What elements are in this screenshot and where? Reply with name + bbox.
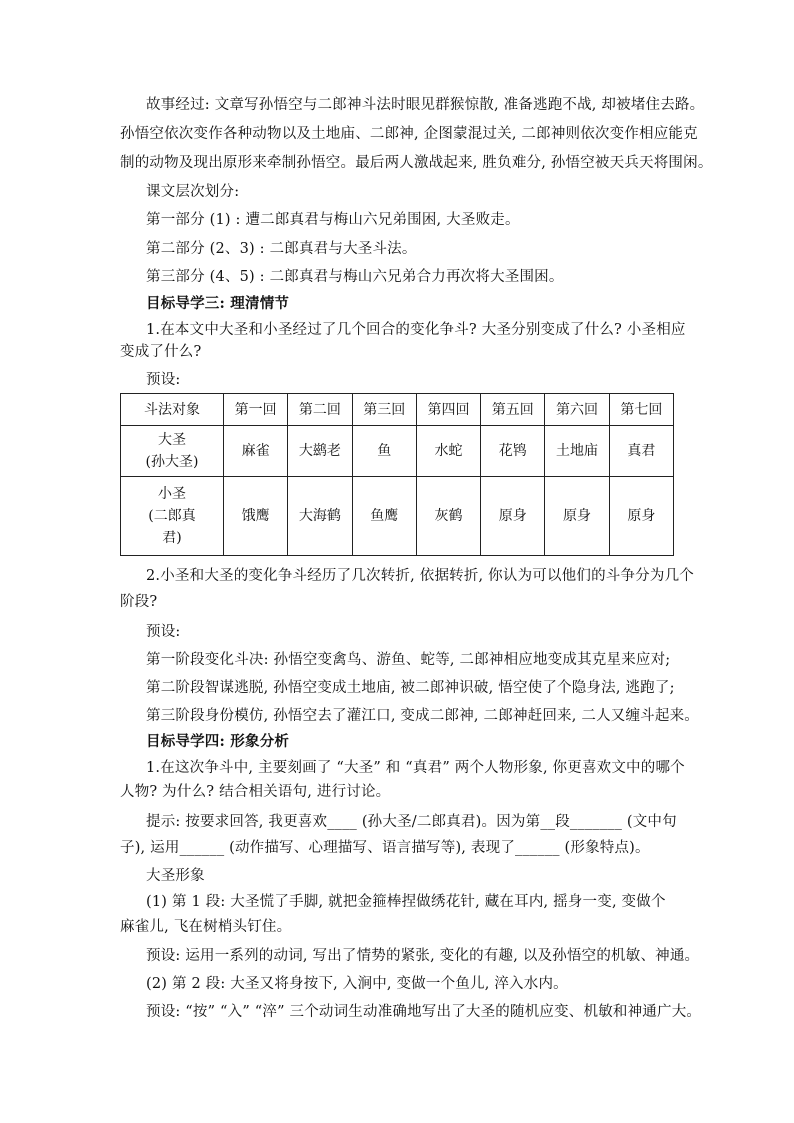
item1-line1: (1) 第 1 段: 大圣慌了手脚, 就把金箍棒捏做绣花针, 藏在耳内, 摇身一变, 变做个 [146,894,666,910]
table-header-cell: 第七回 [609,394,673,426]
table-row-dasheng [121,426,674,477]
preset-b: 预设: “按” “入” “淬” 三个动词生动准确地写出了大圣的随机应变、机敏和神通广大。 [146,1004,702,1020]
goal3-preset-label: 预设: [146,372,181,388]
goal4-question1-line1: 1.在这次争斗中, 主要刻画了 “大圣” 和 “真君” 两个人物形象, 你更喜欢文中的哪个 [146,760,685,776]
goal3-question2-line1: 2.小圣和大圣的变化争斗经历了几次转折, 依据转折, 你认为可以他们的斗争分为几个 [146,568,694,584]
table-cell: 花鸨 [481,426,545,477]
goal3-heading: 目标导学三: 理清情节 [146,295,290,312]
item2: (2) 第 2 段: 大圣又将身按下, 入涧中, 变做一个鱼儿, 淬入水内。 [146,976,568,992]
row-label-dasheng [121,426,224,477]
preset-a: 预设: 运用一系列的动词, 写出了情势的紧张, 变化的有趣, 以及孙悟空的机敏、神通。 [146,948,700,964]
table-cell: 原身 [609,477,673,556]
stage-1: 第一阶段变化斗决: 孙悟空变禽鸟、游鱼、蛇等, 二郎神相应地变成其克星来应对; [146,652,671,668]
table-header-cell: 第六回 [545,394,609,426]
table-cell: 灰鹤 [416,477,480,556]
table-cell: 原身 [545,477,609,556]
story-paragraph-line-2: 孙悟空依次变作各种动物以及土地庙、二郎神, 企图蒙混过关, 二郎神则依次变作相应能克 [120,126,698,142]
structure-title: 课文层次划分: [146,184,240,200]
table-cell: 原身 [481,477,545,556]
goal3-preset2-label: 预设: [146,624,181,640]
table-cell: 鱼鹰 [352,477,416,556]
table-header-cell: 第二回 [288,394,352,426]
table-cell: 水蛇 [416,426,480,477]
table-cell: 大鹚老 [288,426,352,477]
table-cell: 大海鹤 [288,477,352,556]
stage-2: 第二阶段智谋逃脱, 孙悟空变成土地庙, 被二郎神识破, 悟空使了个隐身法, 逃跑了; [146,680,675,696]
goal3-question1-line2: 变成了什么? [120,344,202,360]
row-label-line: 君) [162,530,182,546]
row-label-line: 大圣 [158,432,186,448]
goal3-question2-line2: 阶段? [120,594,158,610]
goal3-question1-line1: 1.在本文中大圣和小圣经过了几个回合的变化争斗? 大圣分别变成了什么? 小圣相应 [146,322,686,338]
story-paragraph-line-1: 故事经过: 文章写孙悟空与二郎神斗法时眼见群猴惊散, 准备逃跑不战, 却被堵住去路。 [146,97,705,113]
table-cell: 真君 [609,426,673,477]
table-cell: 麻雀 [224,426,288,477]
table-header-cell: 斗法对象 [121,394,224,426]
goal4-hint-line1: 提示: 按要求回答, 我更喜欢____ (孙大圣/二郎真君)。因为第__段_______ (文中句 [146,814,677,830]
table-cell: 饿鹰 [224,477,288,556]
dasheng-image-title: 大圣形象 [146,868,205,884]
table-row-xiaosheng [121,477,674,556]
goal4-hint-line2: 子), 运用______ (动作描写、心理描写、语言描写等), 表现了______ (形象特点)。 [120,840,650,856]
row-label-line: 小圣 [158,486,186,502]
table-header-cell: 第五回 [481,394,545,426]
item1-line2: 麻雀儿, 飞在树梢头钉住。 [120,919,292,935]
table-header-cell: 第三回 [352,394,416,426]
stage-3: 第三阶段身份模仿, 孙悟空去了灌江口, 变成二郎神, 二郎神赶回来, 二人又缠斗起来。 [146,708,699,724]
battle-table [120,393,674,556]
table-cell: 鱼 [352,426,416,477]
row-label-line: (二郎真 [148,508,196,524]
table-header-row [121,394,674,426]
row-label-line: (孙大圣) [145,454,199,470]
goal4-heading: 目标导学四: 形象分析 [146,733,290,750]
story-paragraph-line-3: 制的动物及现出原形来牵制孙悟空。最后两人激战起来, 胜负难分, 孙悟空被天兵天将围闲。 [120,155,713,171]
table-cell: 土地庙 [545,426,609,477]
structure-part-1: 第一部分 (1) : 遭二郎真君与梅山六兄弟围困, 大圣败走。 [146,212,520,228]
table-header-cell: 第一回 [224,394,288,426]
structure-part-3: 第三部分 (4、5) : 二郎真君与梅山六兄弟合力再次将大圣围困。 [146,269,564,285]
structure-part-2: 第二部分 (2、3) : 二郎真君与大圣斗法。 [146,241,417,257]
goal4-question1-line2: 人物? 为什么? 结合相关语句, 进行讨论。 [120,784,391,800]
table-header-cell: 第四回 [416,394,480,426]
row-label-xiaosheng [121,477,224,556]
